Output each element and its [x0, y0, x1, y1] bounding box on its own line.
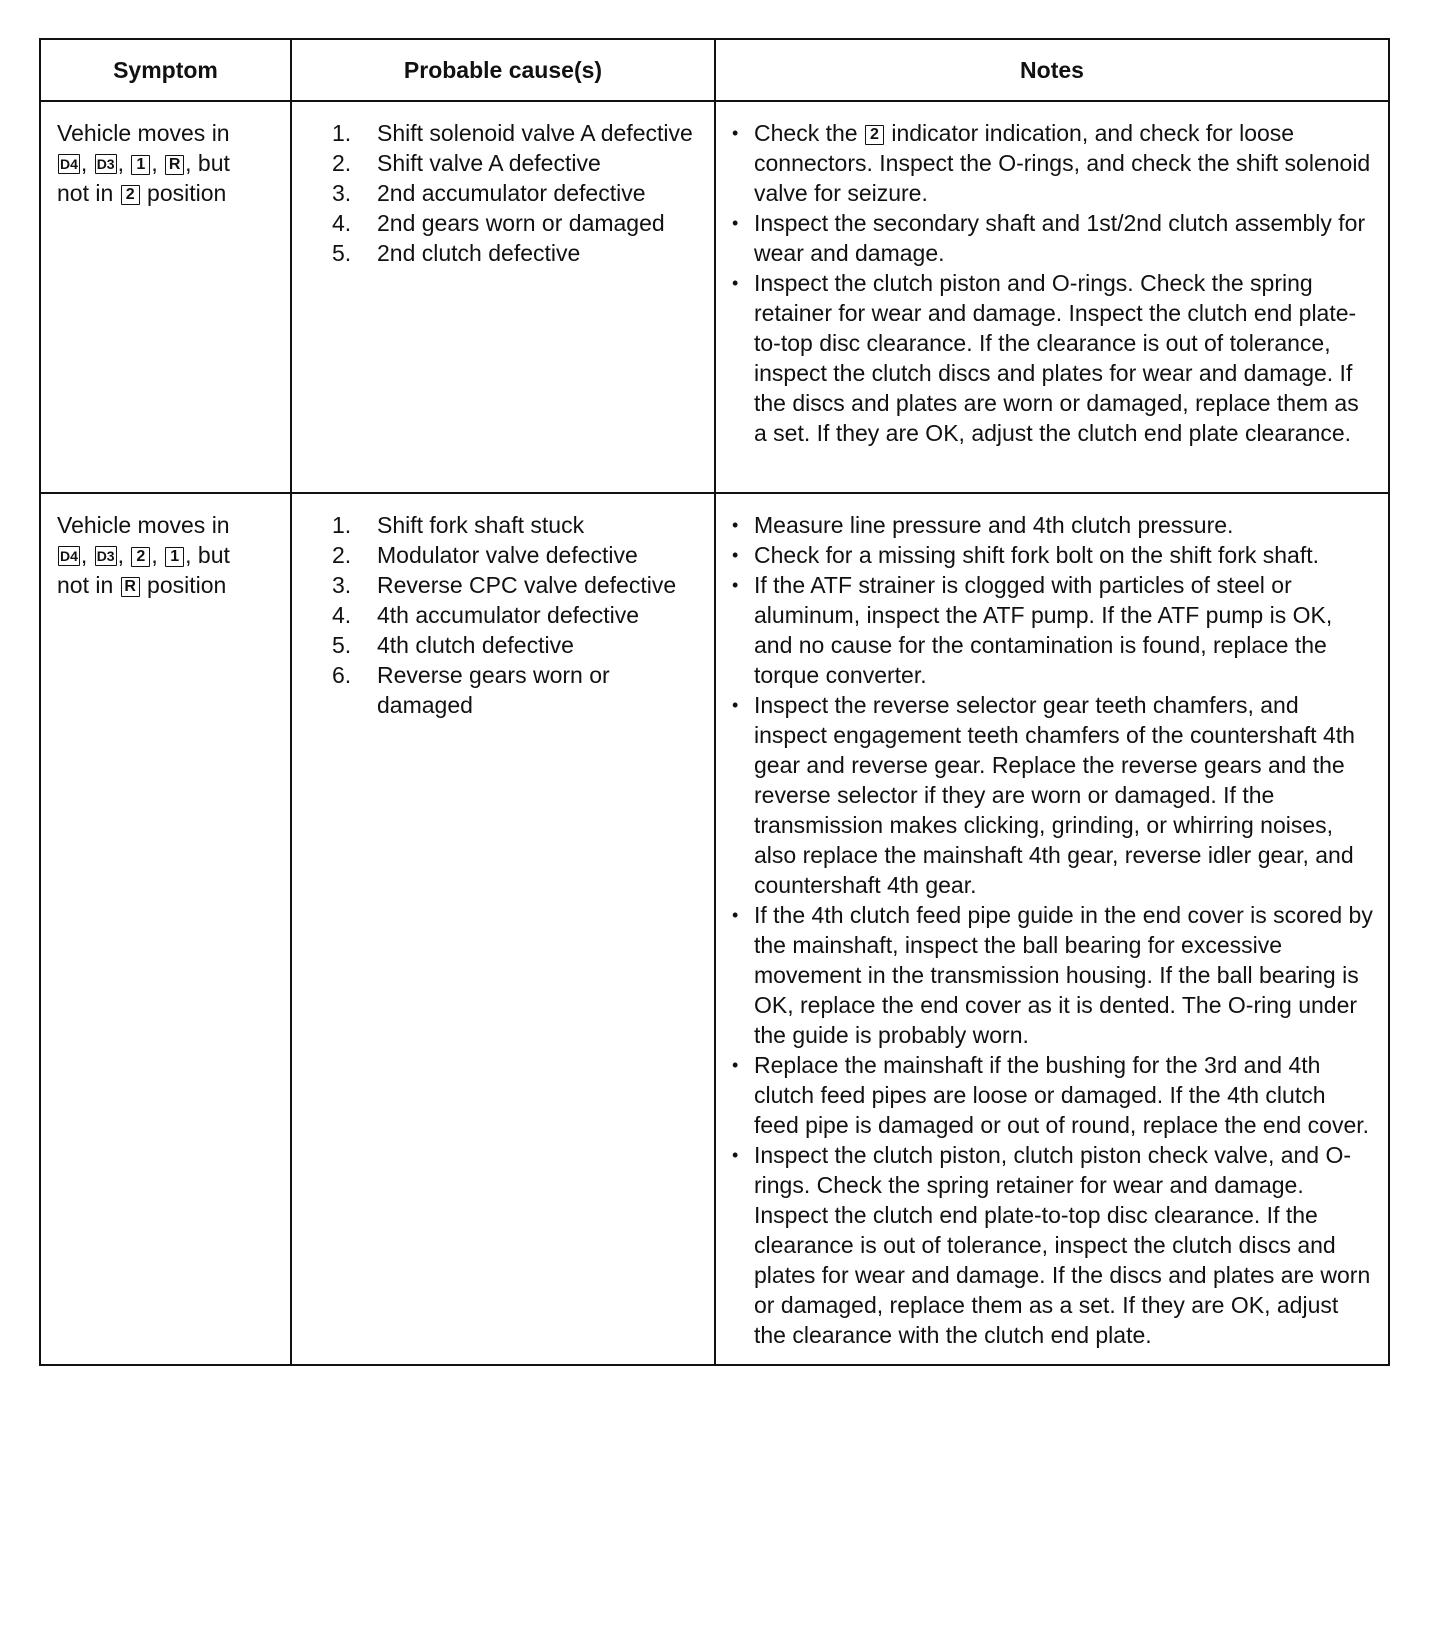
note-text: Replace the mainshaft if the bushing for the 3rd and 4th clutch feed pipes are loose or damaged. If the 4th clutch feed pipe is damaged or out of round, replace the end cover.	[754, 1052, 1370, 1138]
cause-number: 6.	[332, 662, 352, 688]
cause-item	[332, 660, 706, 720]
probable-cause-cell	[291, 101, 715, 493]
cause-number: 4.	[332, 210, 352, 236]
notes-cell	[715, 493, 1389, 1365]
symptom-cell	[40, 493, 291, 1365]
note-item	[732, 1140, 1374, 1350]
cause-list	[332, 510, 706, 720]
troubleshooting-table	[39, 38, 1390, 1366]
note-item	[732, 690, 1374, 900]
note-text: Inspect the clutch piston, clutch piston check valve, and O-rings. Check the spring retainer for wear and damage. Inspect the clutch end plate-to-top disc clearance. If the clearance is out of tolerance, inspect the clutch discs and plates for wear and damage. If the discs and plates are worn or damaged, replace them as a set. If they are OK, adjust the clearance with the clutch end plate.	[754, 1142, 1371, 1348]
notes-list	[732, 510, 1374, 1350]
header-notes: Notes	[715, 39, 1389, 101]
symptom-but: , but	[185, 150, 230, 176]
symptom-not-in: not in	[57, 572, 120, 598]
symptom-line: Vehicle moves in	[57, 120, 230, 146]
cause-item	[332, 208, 706, 238]
note-item	[732, 540, 1374, 570]
cause-number: 1.	[332, 512, 352, 538]
cause-text: 4th clutch defective	[377, 632, 574, 658]
cause-number: 4.	[332, 602, 352, 628]
shift-position-indicator: 2	[131, 547, 150, 567]
shift-position-indicator: 2	[865, 125, 884, 145]
cause-text: 4th accumulator defective	[377, 602, 640, 628]
cause-number: 3.	[332, 572, 352, 598]
bullet-icon: •	[732, 905, 739, 925]
symptom-position-word: position	[140, 572, 227, 598]
note-text: Inspect the reverse selector gear teeth chamfers, and inspect engagement teeth chamfers of the countershaft 4th gear and reverse gear. Replace the reverse gears and the reverse selector if they are worn or damaged. If the transmission makes clicking, grinding, or whirring noises, also replace the mainshaft 4th gear, reverse idler gear, and countershaft 4th gear.	[754, 692, 1355, 898]
shift-position-indicator: D4	[60, 548, 78, 564]
cause-text: Reverse CPC valve defective	[377, 572, 677, 598]
shift-position-indicator: 1	[165, 547, 184, 567]
bullet-icon: •	[732, 515, 739, 535]
table-row	[40, 101, 1389, 493]
note-item	[732, 268, 1374, 448]
header-probable-causes: Probable cause(s)	[291, 39, 715, 101]
cause-item	[332, 148, 706, 178]
shift-position-indicator: R	[121, 577, 140, 597]
bullet-icon: •	[732, 695, 739, 715]
symptom-line	[57, 178, 280, 208]
cause-text: Reverse gears worn or damaged	[377, 662, 610, 718]
shift-position-indicator: D3	[96, 548, 115, 564]
note-item	[732, 900, 1374, 1050]
note-text: If the 4th clutch feed pipe guide in the end cover is scored by the mainshaft, inspect the ball bearing for excessive movement in the transmission housing. If the ball bearing is OK, replace the end cover as it is dented. The O-ring under the guide is probably worn.	[754, 902, 1373, 1048]
notes-cell	[715, 101, 1389, 493]
cause-item	[332, 510, 706, 540]
bullet-icon: •	[732, 575, 739, 595]
note-item	[732, 208, 1374, 268]
symptom-line	[57, 570, 280, 600]
note-text: Measure line pressure and 4th clutch pressure.	[754, 512, 1234, 538]
cause-text: Shift solenoid valve A defective	[377, 120, 693, 146]
shift-position-indicator: D4	[60, 156, 78, 172]
symptom-cell	[40, 101, 291, 493]
cause-item	[332, 540, 706, 570]
cause-text: 2nd accumulator defective	[377, 180, 646, 206]
bullet-icon: •	[732, 273, 739, 293]
cause-number: 5.	[332, 240, 352, 266]
note-text: Check for a missing shift fork bolt on the shift fork shaft.	[754, 542, 1320, 568]
cause-text: Modulator valve defective	[377, 542, 638, 568]
bullet-icon: •	[732, 1145, 739, 1165]
symptom-positions: D4 , D3 , 2 , 1 , but	[60, 542, 230, 568]
header-row	[40, 39, 1389, 101]
cause-text: 2nd clutch defective	[377, 240, 581, 266]
note-text: Inspect the secondary shaft and 1st/2nd clutch assembly for wear and damage.	[754, 210, 1366, 266]
cause-list	[332, 118, 706, 268]
cause-item	[332, 178, 706, 208]
bullet-icon: •	[732, 1055, 739, 1075]
shift-position-indicator: D3	[96, 156, 115, 172]
cause-text: Shift valve A defective	[377, 150, 601, 176]
cause-number: 3.	[332, 180, 352, 206]
bullet-icon: •	[732, 545, 739, 565]
cause-item	[332, 238, 706, 268]
note-item	[732, 510, 1374, 540]
cause-text: Shift fork shaft stuck	[377, 512, 585, 538]
probable-cause-cell	[291, 493, 715, 1365]
note-item	[732, 118, 1374, 208]
symptom-but: , but	[185, 542, 230, 568]
cause-text: 2nd gears worn or damaged	[377, 210, 665, 236]
table-row	[40, 493, 1389, 1365]
note-text: Check the 2 indicator indication, and check for loose connectors. Inspect the O-rings, and check the shift solenoid valve for seizure.	[754, 120, 1371, 206]
shift-position-indicator: R	[165, 155, 184, 175]
bullet-icon: •	[732, 123, 739, 143]
symptom-line: Vehicle moves in	[57, 512, 230, 538]
cause-number: 2.	[332, 542, 352, 568]
symptom-not-in: not in	[57, 180, 120, 206]
header-symptom: Symptom	[40, 39, 291, 101]
notes-list	[732, 118, 1374, 448]
shift-position-indicator: 2	[121, 185, 140, 205]
table-body	[40, 101, 1389, 1365]
cause-number: 1.	[332, 120, 352, 146]
cause-number: 2.	[332, 150, 352, 176]
note-item	[732, 1050, 1374, 1140]
note-item	[732, 570, 1374, 690]
note-text: If the ATF strainer is clogged with particles of steel or aluminum, inspect the ATF pump. If the ATF pump is OK, and no cause for the contamination is found, replace the torque converter.	[754, 572, 1333, 688]
note-text: Inspect the clutch piston and O-rings. Check the spring retainer for wear and damage. Inspect the clutch end plate-to-top disc clearance. If the clearance is out of tolerance, inspect the clutch discs and plates for wear and damage. If the discs and plates are worn or damaged, replace them as a set. If they are OK, adjust the clutch end plate clearance.	[754, 270, 1359, 446]
cause-item	[332, 630, 706, 660]
cause-item	[332, 570, 706, 600]
cause-item	[332, 600, 706, 630]
shift-position-indicator: 1	[131, 155, 150, 175]
cause-number: 5.	[332, 632, 352, 658]
cause-item	[332, 118, 706, 148]
symptom-position-word: position	[140, 180, 227, 206]
symptom-positions: D4 , D3 , 1 , R , but	[60, 150, 230, 176]
bullet-icon: •	[732, 213, 739, 233]
